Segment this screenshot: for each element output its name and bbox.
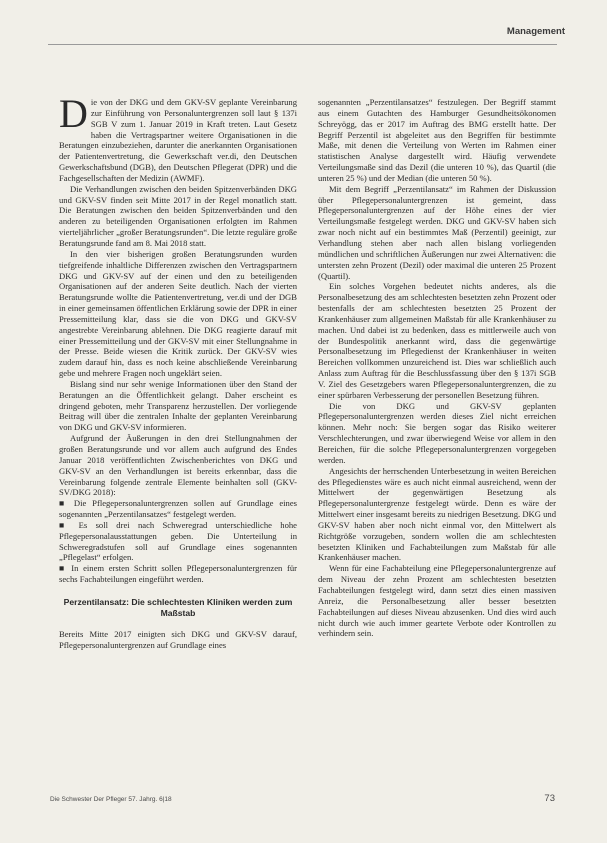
left-paragraph-4: Bislang sind nur sehr wenige Informationen über den Stand der Beratungen an die Öffentlichkeit gelangt. Daher erscheint es dringend geboten, mehr Transparenz herzustellen. Der vorliegende Beitrag will über die zentralen Inhalte der geplanten Vereinbarung von DKG und GKV-SV informieren. [59,378,297,433]
subheading: Perzentilansatz: Die schlechtesten Kliniken werden zum Maßstab [63,596,293,618]
right-paragraph-5: Angesichts der herrschenden Unterbesetzung in weiten Bereichen des Pflegedienstes wäre es auch nicht einmal ausreichend, wenn der Mittelwert der gegenwärtigen Besetzung als Pflegepersonaluntergrenze festgelegt würde. Denn es wäre der Mittelwert einer insgesamt bereits zu niedrigen Besetzung. DKG und GKV-SV haben aber noch nicht einmal vor, den Mittelwert als Richtgröße vorzugeben, sondern wollen die am schlechtesten besetzten Kliniken und Fachabteilungen zum Maßstab für alle Krankenhäuser machen. [318,465,556,563]
bullet-item-2: ■ Es soll drei nach Schweregrad unterschiedliche hohe Pflegepersonalausstattungen geben. Die Unterteilung in Schweregradstufen soll auf Grundlage eines sogenannten „Pflegelast“ erfolgen. [59,519,297,563]
left-paragraph-5: Aufgrund der Äußerungen in den drei Stellungnahmen der großen Beratungsrunde und vor allem auch aufgrund des Endes Januar 2018 veröffentlichten Zwischenberichtes von DKG und GKV-SV an den Verhandlungen ist bereits erkennbar, dass die Vereinbarung folgende zentrale Elemente beinhalten soll (GKV-SV/DKG 2018): [59,433,297,498]
right-paragraph-3: Ein solches Vorgehen bedeutet nichts anderes, als die Personalbesetzung des am schlechtesten besetzten zehn Prozent oder bestenfalls der am schlechtesten besetzten 25 Prozent der Krankenhäuser zum allgemeinen Maßstab für alle Krankenhäuser zu machen. Und dabei ist zu bedenken, dass es mittlerweile auch von der Bundespolitik anerkannt wird, dass die gegenwärtige Personalbesetzung im Pflegedienst der Krankenhäuser in weiten Bereichen vollkommen unzureichend ist. Dies war schließlich auch Anlass zum Auftrag für die Beschlussfassung über den § 137i SGB V. Ziel des Gesetzgebers waren Pflegepersonaluntergrenzen, die zu einer spürbaren Verbesserung der personellen Besetzung führen. [318,281,556,400]
left-paragraph-3: In den vier bisherigen großen Beratungsrunden wurden tiefgreifende inhaltliche Differenzen zwischen den Vertragspartnern DKG und GKV-SV auf der einen und den zu beteiligenden Organisationen auf der anderen Seite deutlich. Nach der vierten Beratungsrunde wollte die Patientenvertretung, ver.di und der DGB in einer gemeinsamen öffentlichen Erklärung sowie der DPR in einer Pressemitteilung klar, dass sie die von DKG und GKV-SV angestrebte Vereinbarung ablehnen. Die DKG reagierte darauf mit einer Pressemitteilung und der GKV-SV mit einer Stellungnahme in der Presse. Beide wiesen die Kritik zurück. Der GKV-SV wies zudem darauf hin, dass es noch keine abschließende Vereinbarung gebe und mehrere Fragen noch ungeklärt seien. [59,248,297,379]
bullet-item-1: ■ Die Pflegepersonaluntergrenzen sollen auf Grundlage eines sogenannten „Perzentilansatzes“ festgelegt werden. [59,498,297,520]
left-paragraph-1 [59,91,297,184]
right-paragraph-1: sogenannten „Perzentilansatzes“ festzulegen. Der Begriff stammt aus einem Gutachten des Hamburger Gesundheitsökonomen Schreyögg, das er 2017 im Auftrag des BMG erstellt hatte. Der Begriff Perzentil ist abgeleitet aus den Begriffen für bestimmte Maße, mit denen die Verteilung von Werten im Rahmen einer statistischen Analyse dargestellt wird. Häufig verwendete Verteilungsmaße sind das Dezil (die unteren 10 %), das Quartil (die unteren 25 %) und der Median (die unteren 50 %). [318,97,556,183]
drop-cap: D [59,91,88,136]
section-label: Management [506,26,565,37]
left-column [59,91,297,650]
page-number: 73 [544,793,555,804]
header-rule [48,44,557,45]
right-column [318,97,556,639]
left-paragraph-6: Bereits Mitte 2017 einigten sich DKG und GKV-SV darauf, Pflegepersonaluntergrenzen auf Grundlage eines [59,628,297,650]
right-paragraph-4: Die von DKG und GKV-SV geplanten Pflegepersonaluntergrenzen werden dieses Ziel nicht erreichen können. Mehr noch: Sie bergen sogar das Risiko weiterer Verschlechterungen, und zwar überwiegend Weise vor allem in den Bereichen, für die solche Pflegepersonaluntergrenzen vorgegeben werden. [318,400,556,465]
bullet-item-3: ■ In einem ersten Schritt sollen Pflegepersonaluntergrenzen für sechs Fachabteilungen eingeführt werden. [59,563,297,585]
left-paragraph-1-text: ie von der DKG und dem GKV-SV geplante Vereinbarung zur Einführung von Personaluntergrenzen soll laut § 137i SGB V zum 1. Januar 2019 in Kraft treten. Laut Gesetz haben die Vertragspartner weitere Organisationen in die Beratungen einzubeziehen, darunter die anerkannten Organisationen der Patientenvertretung, die Gewerkschaft ver.di, den Deutschen Gewerkschaftsbund (DGB), den Deutschen Pflegerat (DPR) und die Fachgesellschaften der Medizin (AWMF). [59,97,297,183]
right-paragraph-6: Wenn für eine Fachabteilung eine Pflegepersonaluntergrenze auf dem Niveau der zehn Prozent am schlechtesten besetzten Fachabteilungen festgelegt wird, dann setzt dies einen massiven Anreiz, die Personalbesetzung aller besser besetzten Fachabteilungen auf dieses Niveau abzusenken. Und dies wird auch nicht durch wie auch immer geartete Verbote oder Kontrollen zu verhindern sein. [318,563,556,639]
left-paragraph-2: Die Verhandlungen zwischen den beiden Spitzenverbänden DKG und GKV-SV finden seit Mitte 2017 in der Regel monatlich statt. Die Beratungen zwischen den beiden Spitzenverbänden und den anderen zu beteiligenden Organisationen erfolgten im Rahmen vierteljährlicher „großer Beratungsrunden“. Die letzte reguläre große Beratungsrunde fand am 8. Mai 2018 statt. [59,183,297,248]
right-paragraph-2: Mit dem Begriff „Perzentilansatz“ im Rahmen der Diskussion über Pflegepersonaluntergrenzen ist gemeint, dass Pflegepersonaluntergrenzen auf der Höhe eines der vier Verteilungsmaße festgelegt werden. DKG und GKV-SV haben sich zwar noch nicht auf ein bestimmtes Maß (Perzentil) geeinigt, zur Verhandlung stehen aber nach allen bislang vorliegenden mündlichen und schriftlichen Äußerungen nur zwei Alternativen: die untersten zehn Prozent (Dezil) oder maximal die unteren 25 Prozent (Quartil). [318,183,556,281]
journal-footer: Die Schwester Der Pfleger 57. Jahrg. 6|18 [50,796,172,803]
